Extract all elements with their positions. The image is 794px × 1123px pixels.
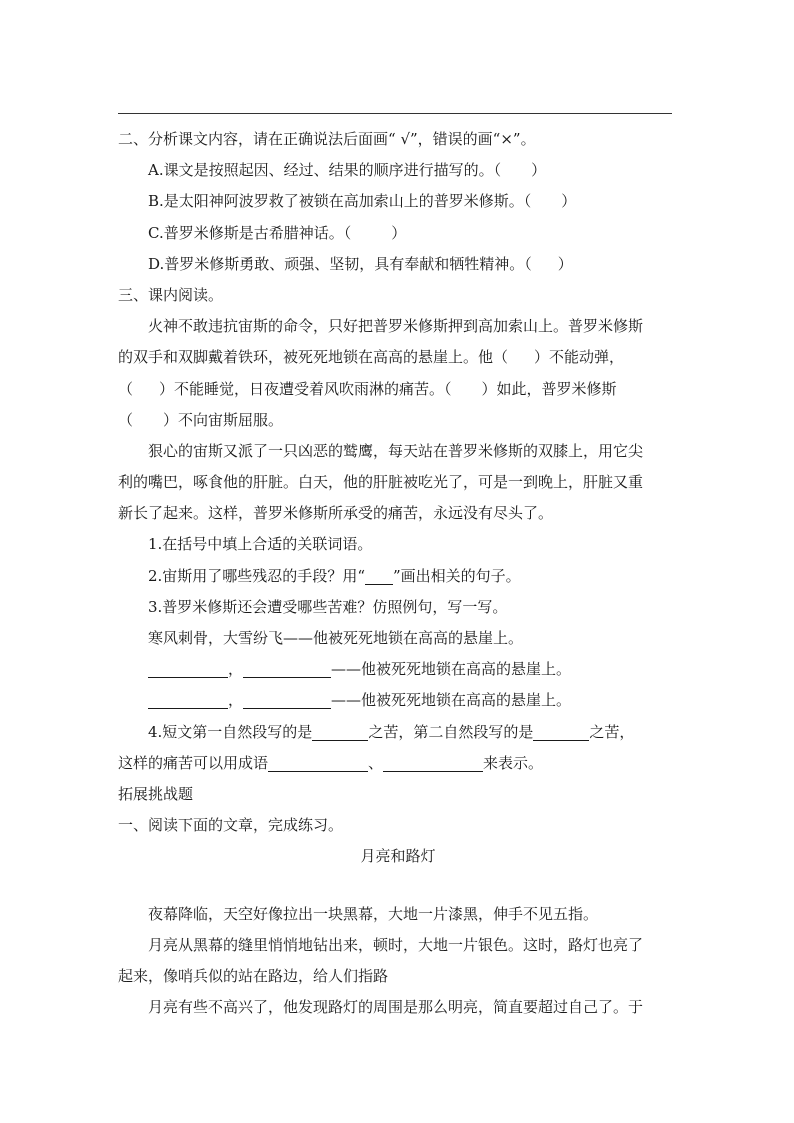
item-b-text: B.是太阳神阿波罗救了被锁在高加索山上的普罗米修斯。（ [148, 192, 532, 211]
paren-close: ） [557, 254, 573, 273]
comma: ， [228, 660, 244, 679]
answer-blank[interactable] [243, 690, 331, 709]
extension-heading: 拓展挑战题 [118, 784, 194, 803]
question-text: 之苦，第二自然段写的是 [368, 722, 534, 741]
fill-tail: ——他被死死地锁在高高的悬崖上。 [331, 691, 572, 710]
question-text: 这样的痛苦可以用成语 [118, 753, 269, 772]
article-title: 月亮和路灯 [360, 847, 436, 866]
answer-blank[interactable] [312, 722, 368, 741]
answer-blank[interactable] [148, 690, 228, 709]
spacer [118, 873, 678, 899]
question-text: 来表示。 [483, 753, 544, 772]
question-text: 、 [368, 753, 384, 772]
fill-line [118, 685, 678, 716]
fill-line [118, 654, 678, 685]
question-text: 之苦， [589, 722, 635, 741]
article-line: 月亮有些不高兴了，他发现路灯的周围是那么明亮，简直要超过自己了。于 [148, 998, 644, 1017]
item-d-text: D.普罗米修斯勇敢、顽强、坚韧，具有奉献和牺牲精神。（ [148, 254, 532, 273]
judgement-item-c [118, 218, 678, 249]
passage-line: 新长了起来。这样，普罗米修斯所承受的痛苦，永远没有尽头了。 [118, 504, 554, 523]
comma: ， [228, 691, 244, 710]
passage-line: 利的嘴巴，啄食他的肝脏。白天，他的肝脏被吃光了，可是一到晚上，肝脏又重 [118, 473, 644, 492]
passage-text: ）不能动弹， [534, 348, 625, 367]
answer-blank[interactable] [243, 659, 331, 678]
article-line: 起来，像哨兵似的站在路边，给人们指路 [118, 966, 389, 985]
paren-close: ） [561, 192, 577, 211]
worksheet-content [118, 124, 678, 1023]
judgement-item-a [118, 155, 678, 186]
judgement-item-b [118, 186, 678, 217]
question-text: ”画出相关的句子。 [392, 566, 521, 585]
item-c-text: C.普罗米修斯是古希腊神话。（ [148, 223, 352, 242]
passage-text: （ [118, 379, 134, 398]
passage-line [118, 342, 678, 373]
passage-text: （ [118, 410, 134, 429]
passage-line: 狠心的宙斯又派了一只凶恶的鹫鹰，每天站在普罗米修斯的双膝上，用它尖 [148, 441, 644, 460]
header-rule [118, 113, 672, 114]
passage-text: 的双手和双脚戴着铁环，被死死地锁在高高的悬崖上。他（ [118, 348, 509, 367]
section2-heading: 二、分析课文内容，请在正确说法后面画“ √”，错误的画“×”。 [118, 130, 536, 148]
passage-text: ）如此，普罗米修斯 [481, 379, 617, 398]
extension-section1: 一、阅读下面的文章，完成练习。 [118, 816, 344, 835]
section3-heading: 三、课内阅读。 [118, 285, 224, 304]
question-1: 1.在括号中填上合适的关联词语。 [148, 535, 373, 554]
example-sentence: 寒风刺骨，大雪纷飞——他被死死地锁在高高的悬崖上。 [148, 629, 524, 647]
article-line: 月亮从黑幕的缝里悄悄地钻出来，顿时，大地一片银色。这时，路灯也亮了 [148, 935, 644, 954]
paren-close: ） [391, 223, 407, 242]
article-line: 夜幕降临，天空好像拉出一块黑幕，大地一片漆黑，伸手不见五指。 [148, 904, 599, 923]
question-text: 4.短文第一自然段写的是 [148, 722, 313, 741]
passage-line [118, 405, 678, 436]
paren-close: ） [531, 161, 547, 180]
answer-blank[interactable] [268, 753, 368, 772]
fill-tail: ——他被死死地锁在高高的悬崖上。 [331, 660, 572, 679]
underline-sample [365, 566, 393, 585]
answer-blank[interactable] [383, 753, 483, 772]
item-a-text: A.课文是按照起因、经过、结果的顺序进行描写的。（ [148, 161, 502, 180]
passage-text: ）不向宙斯屈服。 [163, 410, 284, 429]
passage-line: 火神不敢违抗宙斯的命令，只好把普罗米修斯押到高加索山上。普罗米修斯 [148, 317, 644, 336]
answer-blank[interactable] [148, 659, 228, 678]
question-3: 3.普罗米修斯还会遭受哪些苦难？仿照例句，写一写。 [148, 597, 508, 616]
passage-line [118, 374, 678, 405]
question-text: 2.宙斯用了哪些残忍的手段？用“ [148, 566, 365, 585]
passage-text: ）不能睡觉，日夜遭受着风吹雨淋的痛苦。（ [159, 379, 452, 398]
question-4-cont [118, 748, 678, 779]
answer-blank[interactable] [533, 722, 589, 741]
judgement-item-d [118, 249, 678, 280]
question-2 [118, 561, 678, 592]
question-4 [118, 717, 678, 748]
